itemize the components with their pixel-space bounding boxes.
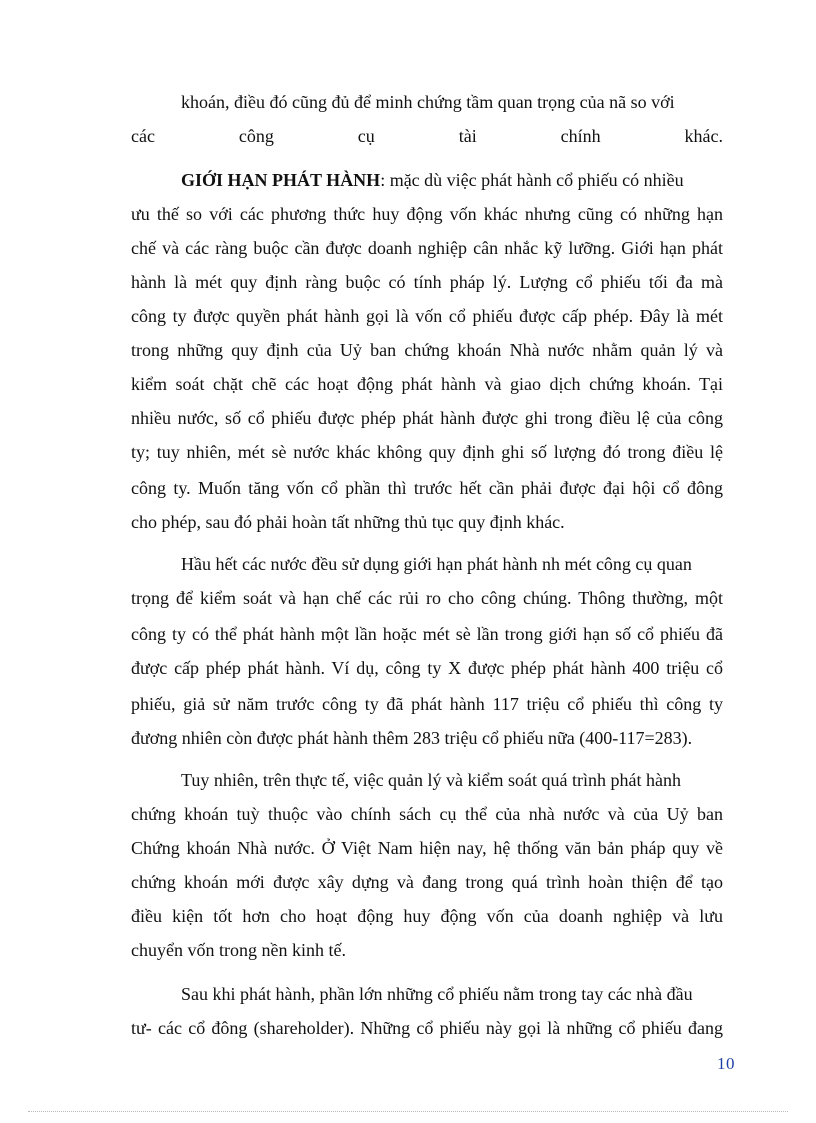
footer-divider bbox=[28, 1111, 788, 1112]
text-line: Tuy nhiên, trên thực tế, việc quản lý và kiểm soát quá trình phát hành bbox=[181, 770, 681, 790]
text-line: Sau khi phát hành, phần lớn những cổ phiếu nằm trong tay các nhà đầu bbox=[181, 984, 693, 1004]
text-line: trong những quy định của Uỷ ban chứng khoán Nhà nước nhằm quản lý và bbox=[131, 340, 723, 360]
text-line: trọng để kiểm soát và hạn chế các rủi ro cho công chúng. Thông thường, một bbox=[131, 588, 723, 608]
heading-continuation: : mặc dù việc phát hành cổ phiếu có nhiều bbox=[380, 170, 684, 190]
text-line: cho phép, sau đó phải hoàn tất những thủ tục quy định khác. bbox=[131, 512, 565, 532]
text-line: Chứng khoán Nhà nước. Ở Việt Nam hiện nay, hệ thống văn bản pháp quy về bbox=[131, 838, 723, 858]
text-line: công ty có thể phát hành một lần hoặc mét sè lần trong giới hạn số cổ phiếu đã bbox=[131, 624, 723, 644]
text-line: chuyển vốn trong nền kinh tế. bbox=[131, 940, 346, 960]
text-line: đương nhiên còn được phát hành thêm 283 triệu cổ phiếu nữa (400-117=283). bbox=[131, 728, 693, 748]
text-line: nhiều nước, số cổ phiếu được phép phát hành được ghi trong điều lệ của công bbox=[131, 408, 723, 428]
text-line: khoán, điều đó cũng đủ để minh chứng tầm quan trọng của nã so với bbox=[181, 92, 675, 112]
text-line: công ty được quyền phát hành gọi là vốn cổ phiếu được cấp phép. Đây là mét bbox=[131, 306, 723, 326]
text-line: kiểm soát chặt chẽ các hoạt động phát hành và giao dịch chứng khoán. Tại bbox=[131, 374, 723, 394]
page-number: 10 bbox=[717, 1054, 735, 1073]
section-heading: GIỚI HẠN PHÁT HÀNH bbox=[181, 170, 381, 190]
text-line: chứng khoán mới được xây dựng và đang trong quá trình hoàn thiện để tạo bbox=[131, 872, 723, 892]
text-line: ưu thế so với các phương thức huy động vốn khác nhưng cũng có những hạn bbox=[131, 204, 723, 224]
text-line: phiếu, giả sử năm trước công ty đã phát hành 117 triệu cổ phiếu thì công ty bbox=[131, 694, 723, 714]
text-line: ty; tuy nhiên, mét sè nước khác không quy định ghi số lượng đó trong điều lệ bbox=[131, 442, 723, 462]
text-line: chứng khoán tuỳ thuộc vào chính sách cụ thể của nhà nước và của Uỷ ban bbox=[131, 804, 723, 824]
text-line: điều kiện tốt hơn cho hoạt động huy động vốn của doanh nghiệp và lưu bbox=[131, 906, 723, 926]
text-line: các công cụ tài chính khác. bbox=[131, 126, 723, 146]
text-line: Hầu hết các nước đều sử dụng giới hạn phát hành nh mét công cụ quan bbox=[181, 554, 692, 574]
text-line: chế và các ràng buộc cần được doanh nghiệp cân nhắc kỹ lưỡng. Giới hạn phát bbox=[131, 238, 723, 258]
section-heading-line bbox=[181, 168, 723, 192]
text-line: được cấp phép phát hành. Ví dụ, công ty X được phép phát hành 400 triệu cổ bbox=[131, 658, 723, 678]
text-line: tư- các cổ đông (shareholder). Những cổ phiếu này gọi là những cổ phiếu đang bbox=[131, 1018, 723, 1038]
text-line: công ty. Muốn tăng vốn cổ phần thì trước hết cần phải được đại hội cổ đông bbox=[131, 478, 723, 498]
text-line: hành là mét quy định ràng buộc có tính pháp lý. Lượng cổ phiếu tối đa mà bbox=[131, 272, 723, 292]
